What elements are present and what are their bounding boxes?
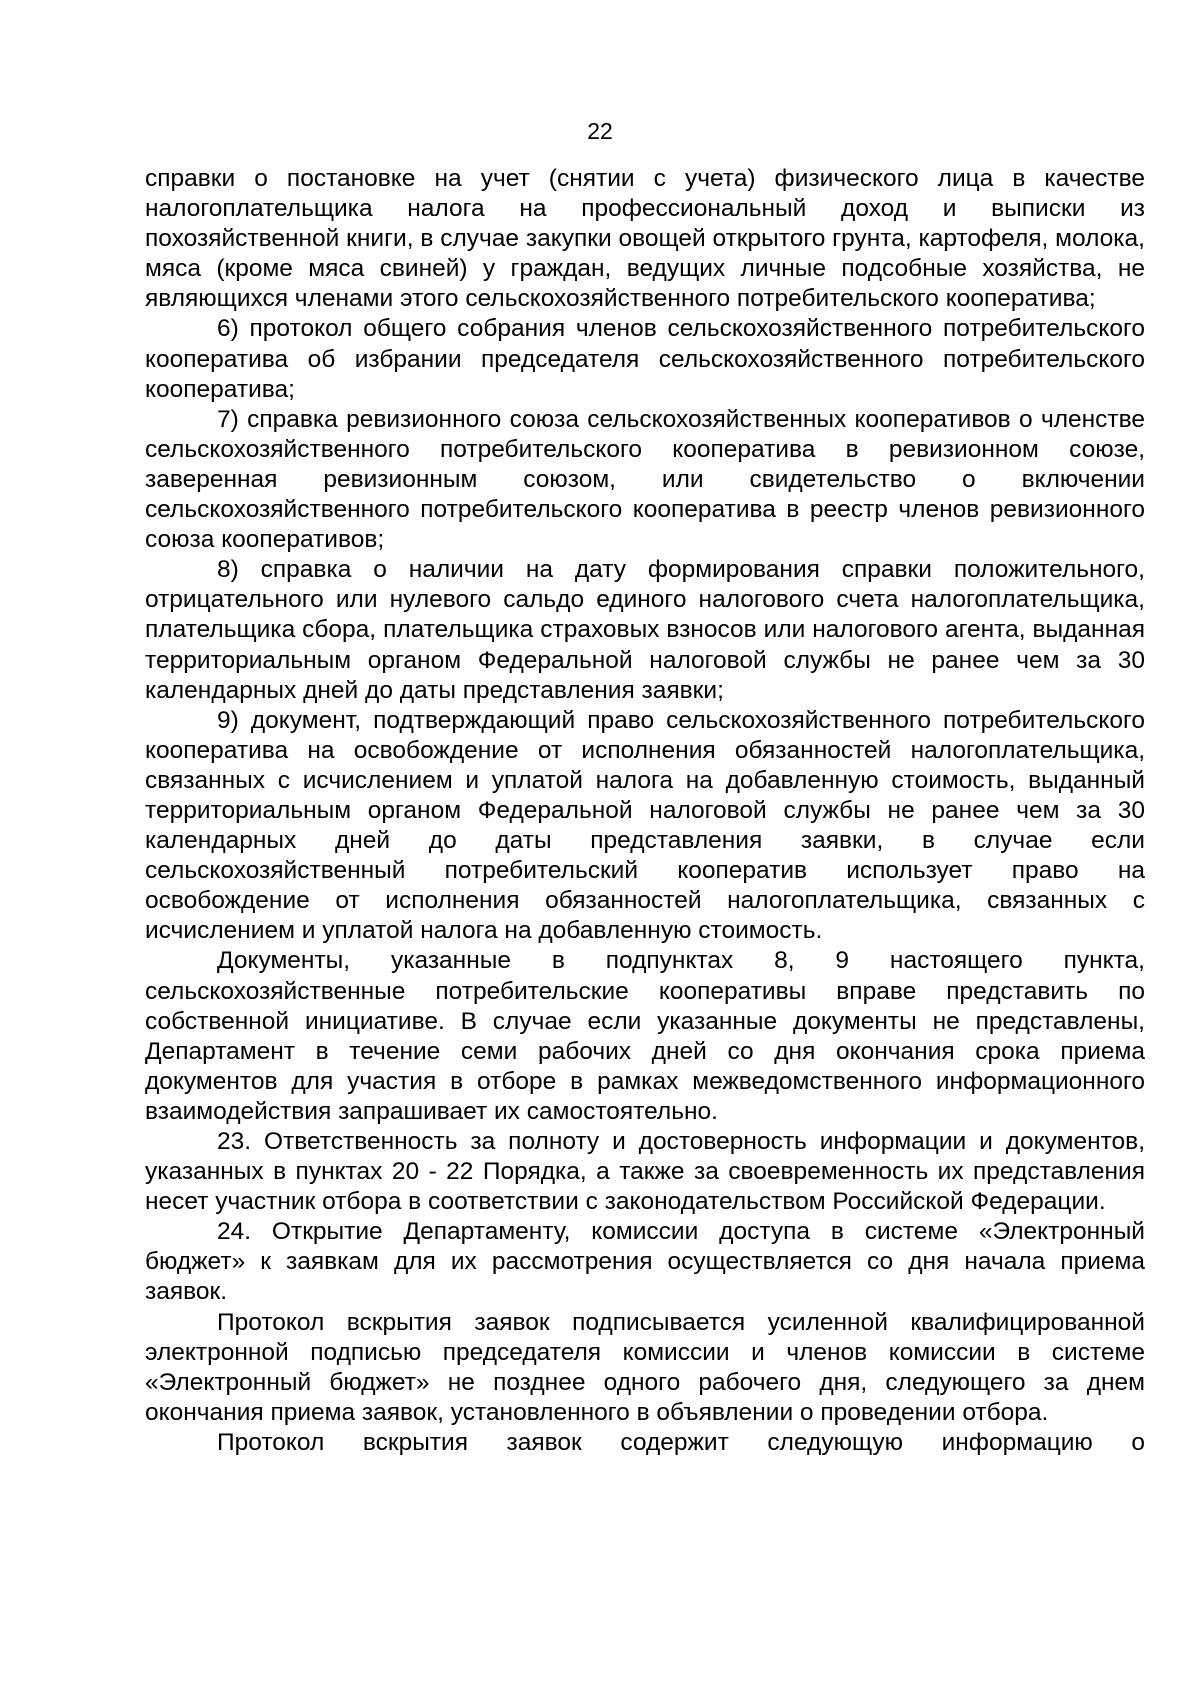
paragraph-item-8: 8) справка о наличии на дату формирования справки положительного, отрицательного или нулевого сальдо единого налогового счета налогоплательщика, плательщика сбора, плательщика страховых взносов или налогового агента, выданная территориальным органом Федеральной налоговой службы не ранее чем за 30 календарных дней до даты представления заявки; [145,556,1145,704]
paragraph-item-6: 6) протокол общего собрания членов сельскохозяйственного потребительского кооператива об избрании председателя сельскохозяйственного потребительского кооператива; [145,315,1145,403]
paragraph-protocol-signing: Протокол вскрытия заявок подписывается усиленной квалифицированной электронной подписью председателя комиссии и членов комиссии в системе «Электронный бюджет» не позднее одного рабочего дня, следующего за днем окончания приема заявок, установленного в объявлении о проведении отбора. [145,1308,1145,1426]
paragraph-continuation: справки о постановке на учет (снятии с учета) физического лица в качестве налогоплательщика налога на профессиональный доход и выписки из похозяйственной книги, в случае закупки овощей открытого грунта, картофеля, молока, мяса (кроме мяса свиней) у граждан, ведущих личные подсобные хозяйства, не являющихся членами этого сельскохозяйственного потребительского кооператива; [145,165,1145,313]
paragraph-item-9: 9) документ, подтверждающий право сельскохозяйственного потребительского кооператива на освобождение от исполнения обязанностей налогоплательщика, связанных с исчислением и уплатой налога на добавленную стоимость, выданный территориальным органом Федеральной налоговой службы не ранее чем за 30 календарных дней до даты представления заявки, в случае если сельскохозяйственный потребительский кооператив использует право на освобождение от исполнения обязанностей налогоплательщика, связанных с исчислением и уплатой налога на добавленную стоимость. [145,706,1145,945]
document-body [145,164,1145,1458]
paragraph-clause-24: 24. Открытие Департаменту, комиссии доступа в системе «Электронный бюджет» к заявкам для их рассмотрения осуществляется со дня начала приема заявок. [145,1218,1145,1306]
paragraph-clause-23: 23. Ответственность за полноту и достоверность информации и документов, указанных в пунктах 20 - 22 Порядка, а также за своевременность их представления несет участник отбора в соответствии с законодательством Российской Федерации. [145,1128,1145,1216]
page-number: 22 [587,118,613,144]
paragraph-documents-note: Документы, указанные в подпунктах 8, 9 настоящего пункта, сельскохозяйственные потребительские кооперативы вправе представить по собственной инициативе. В случае если указанные документы не представлены, Департамент в течение семи рабочих дней со дня окончания срока приема документов для участия в отборе в рамках межведомственного информационного взаимодействия запрашивает их самостоятельно. [145,947,1145,1125]
paragraph-item-7: 7) справка ревизионного союза сельскохозяйственных кооперативов о членстве сельскохозяйственного потребительского кооператива в ревизионном союзе, заверенная ревизионным союзом, или свидетельство о включении сельскохозяйственного потребительского кооператива в реестр членов ревизионного союза кооперативов; [145,405,1145,554]
paragraph-protocol-contents: Протокол вскрытия заявок содержит следующую информацию о [217,1428,1145,1456]
